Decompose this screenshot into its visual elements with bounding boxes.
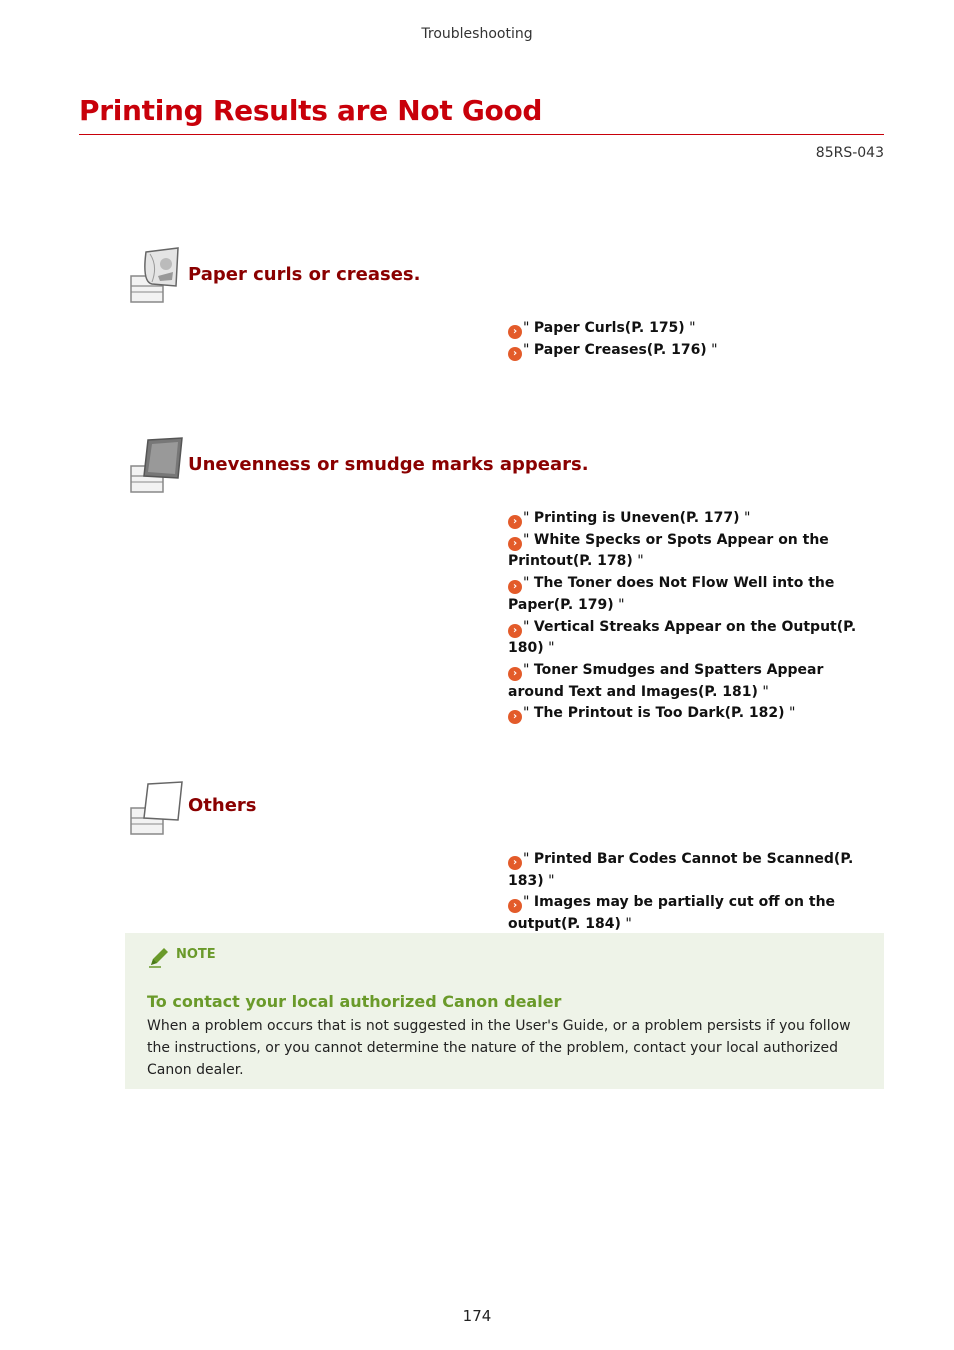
section-heading-others: Others — [188, 795, 257, 816]
link-item[interactable]: › " Printing is Uneven(P. 177) " — [508, 508, 880, 530]
link-item[interactable]: › " The Toner does Not Flow Well into the Paper(P. 179) " — [508, 575, 835, 613]
blank-paper-icon — [128, 778, 184, 838]
link-item[interactable]: › " Paper Creases(P. 176) " — [508, 340, 880, 362]
link-list-unevenness — [508, 508, 880, 725]
link-item[interactable]: › " Paper Curls(P. 175) " — [508, 318, 880, 340]
document-id: 85RS-043 — [815, 145, 884, 161]
pencil-icon — [147, 945, 171, 969]
arrow-right-icon: › — [508, 515, 522, 529]
curled-paper-icon — [128, 246, 184, 306]
arrow-right-icon: › — [508, 856, 522, 870]
page-number: 174 — [462, 1307, 492, 1325]
link-item[interactable]: › " The Printout is Too Dark(P. 182) " — [508, 703, 880, 725]
note-box — [125, 933, 884, 1089]
link-item[interactable]: › " Toner Smudges and Spatters Appear around Text and Images(P. 181) " — [508, 661, 824, 700]
arrow-right-icon: › — [508, 325, 522, 339]
arrow-right-icon: › — [508, 667, 522, 681]
link-item[interactable]: › " Printed Bar Codes Cannot be Scanned(P. 183) " — [508, 851, 854, 889]
link-item[interactable]: › " White Specks or Spots Appear on the Printout(P. 178) " — [508, 531, 829, 570]
running-head: Troubleshooting — [421, 26, 533, 42]
note-body: When a problem occurs that is not suggested in the User's Guide, or a problem persists if you follow the instructions, or you cannot determine the nature of the problem, contact your local authorized Canon dealer. — [147, 1018, 851, 1078]
link-list-others — [508, 849, 880, 936]
section-heading-unevenness: Unevenness or smudge marks appears. — [188, 454, 589, 475]
arrow-right-icon: › — [508, 710, 522, 724]
link-item[interactable]: › " Images may be partially cut off on the output(P. 184) " — [508, 894, 836, 933]
title-rule — [79, 134, 884, 135]
link-item[interactable]: › " Vertical Streaks Appear on the Output(P. 180) " — [508, 618, 857, 657]
arrow-right-icon: › — [508, 624, 522, 638]
note-label: NOTE — [176, 947, 216, 962]
section-heading-curls: Paper curls or creases. — [188, 264, 421, 285]
arrow-right-icon: › — [508, 537, 522, 551]
arrow-right-icon: › — [508, 899, 522, 913]
arrow-right-icon: › — [508, 347, 522, 361]
note-heading: To contact your local authorized Canon dealer — [147, 992, 562, 1011]
link-list-curls — [508, 318, 880, 361]
arrow-right-icon: › — [508, 580, 522, 594]
smudged-paper-icon — [128, 436, 184, 496]
page-title: Printing Results are Not Good — [79, 94, 543, 127]
